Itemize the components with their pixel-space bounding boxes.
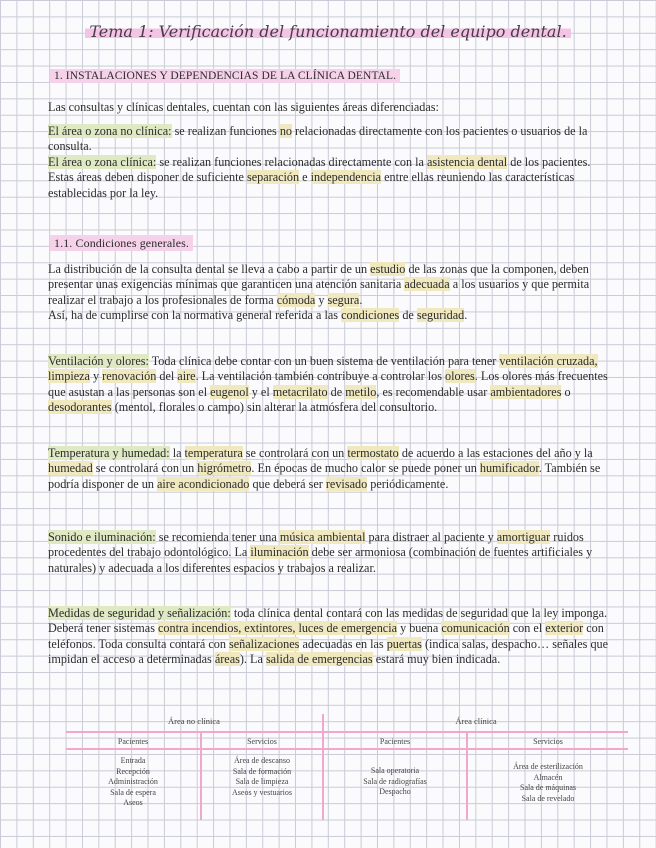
list-item: Recepción: [116, 766, 150, 776]
list-item: Despacho: [379, 787, 411, 796]
list-item: Sala de espera: [110, 787, 156, 797]
list-item: Sala de radiografías: [363, 776, 427, 786]
list-item: Sala de formación: [232, 766, 292, 776]
pacientes-nc-list: [66, 756, 200, 809]
list-item: Área de descanso: [234, 756, 290, 765]
list-item: Entrada: [120, 756, 146, 765]
zona-no-clinica-header: Área no clínica: [168, 716, 220, 726]
table-rule-header: [66, 748, 628, 750]
page-title: Tema 1: Verificación del funcionamiento del equipo dental.: [0, 22, 656, 41]
list-item: Administración: [108, 777, 158, 786]
ventilation-paragraph: Ventilación y olores: Toda clínica debe contar con un buen sistema de ventilación para tener ventilación cruzada, limpieza y renovación del aire. La ventilación también contribuye a controlar los olores. Los olores más frecuentes que asustan a las personas son el eugenol y el metacrilato de metilo, es recomendable usar ambientadores o desodorantes (mentol, florales o campo) sin alterar la atmósfera del consultorio.: [48, 354, 608, 415]
subsection-heading: 1.1. Condiciones generales.: [50, 236, 193, 251]
servicios-nc-header: Servicios: [247, 737, 277, 746]
servicios-c-list: [468, 762, 628, 804]
areas-paragraph: El área o zona no clínica: se realizan funciones no relacionadas directamente con los pacientes o usuarios de la consulta. El área o zona clínica: se realizan funciones relacionadas directamente con la asistencia dental de los pacientes. Estas áreas deben disponer de suficiente separación e independencia entre ellas reuniendo las características establecidas por la ley.: [48, 124, 591, 200]
areas-table: [66, 714, 628, 820]
zona-clinica-header: Área clínica: [455, 716, 497, 726]
list-item: Sala de limpieza: [235, 777, 289, 786]
pacientes-nc-header: Pacientes: [117, 737, 149, 746]
pacientes-c-list: [324, 766, 466, 798]
list-item: Área de esterilización: [513, 762, 583, 771]
temperature-paragraph: Temperatura y humedad: la temperatura se controlará con un termostato de acuerdo a las estaciones del año y la humedad se controlará con un higrómetro. En épocas de mucho calor se puede poner un humificador. También se podría disponer de un aire acondicionado que deberá ser revisado periódicamente.: [48, 446, 601, 491]
conditions-paragraph: La distribución de la consulta dental se lleva a cabo a partir de un estudio de las zonas que la componen, deben presentar unas exigencias mínimas que garanticen una atención sanitaria adecuada a los usuarios y que permita realizar el trabajo a los profesionales de forma cómoda y segura. Así, ha de cumplirse con la normativa general referida a las condiciones de seguridad.: [48, 262, 590, 323]
list-item: Sala de máquinas: [520, 783, 576, 792]
servicios-nc-list: [202, 756, 322, 798]
table-rule-top: [66, 731, 628, 733]
sound-lighting-paragraph: Sonido e iluminación: se recomienda tener una música ambiental para distraer al paciente y amortiguar ruidos procedentes del trabajo odontológico. La iluminación debe ser armoniosa (combinación de fuentes artificiales y naturales) y adecuada a los diferentes espacios y trabajos a realizar.: [48, 530, 593, 575]
list-item: Aseos y vestuarios: [232, 787, 292, 797]
safety-paragraph: Medidas de seguridad y señalización: toda clínica dental contará con las medidas de seguridad que la ley imponga. Deberá tener sistemas contra incendios, extintores, luces de emergencia y buena comunicación con el exterior con teléfonos. Toda consulta contará con señalizaciones adecuadas en las puertas (indica salas, despacho… señales que impidan el acceso a determinadas áreas). La salida de emergencias estará muy bien indicada.: [48, 606, 609, 667]
section-intro: Las consultas y clínicas dentales, cuentan con las siguientes áreas diferenciadas:: [48, 100, 439, 114]
list-item: Sala de revelado: [521, 793, 575, 803]
list-item: Almacén: [533, 772, 563, 782]
servicios-c-header: Servicios: [533, 737, 563, 746]
list-item: Aseos: [123, 798, 143, 807]
section-heading: 1. INSTALACIONES Y DEPENDENCIAS DE LA CLÍNICA DENTAL.: [50, 70, 400, 82]
pacientes-c-header: Pacientes: [379, 737, 411, 746]
list-item: Sala operatoria: [370, 766, 420, 775]
